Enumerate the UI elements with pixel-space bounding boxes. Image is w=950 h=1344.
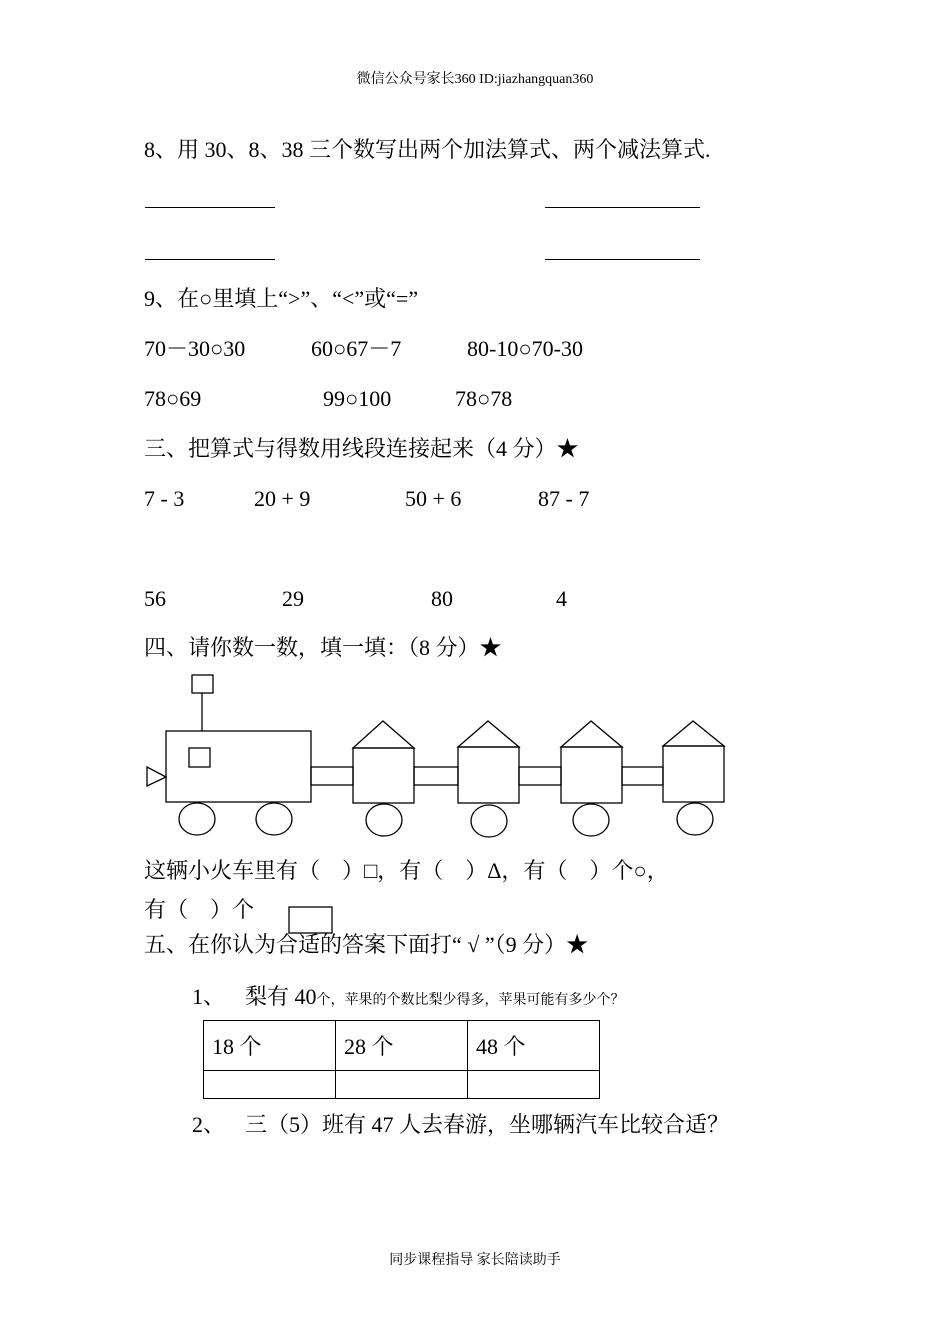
section-5-title: 五、在你认为合适的答案下面打“ √ ”（9 分）★ — [144, 932, 589, 957]
car-body — [353, 748, 414, 803]
coupler — [414, 767, 458, 785]
wheel-circle — [573, 804, 609, 836]
compare-item: 70－30○30 — [144, 336, 246, 361]
car-roof-triangle — [561, 721, 622, 747]
expression: 50 + 6 — [405, 486, 462, 511]
compare-item: 78○78 — [455, 386, 513, 411]
car-roof-triangle — [458, 721, 519, 747]
coupler — [519, 767, 561, 785]
check-cell[interactable] — [204, 1071, 336, 1099]
option-cell: 48 个 — [468, 1021, 600, 1071]
check-cell[interactable] — [468, 1071, 600, 1099]
result: 29 — [282, 586, 304, 611]
compare-item: 60○67－7 — [311, 336, 402, 361]
check-cell[interactable] — [336, 1071, 468, 1099]
engine-body — [166, 731, 311, 802]
question-5-1-rest: 个，苹果的个数比梨少得多，苹果可能有多少个？ — [316, 993, 625, 1008]
expression: 87 - 7 — [538, 486, 590, 511]
option-cell: 18 个 — [204, 1021, 336, 1071]
result: 4 — [556, 586, 567, 611]
car-body — [458, 747, 519, 803]
rectangle-symbol — [289, 907, 332, 933]
result: 80 — [431, 586, 453, 611]
car-body — [663, 746, 724, 802]
car-body — [561, 747, 622, 803]
wheel-circle — [677, 803, 713, 835]
question-number: 1、 — [192, 984, 226, 1009]
compare-item: 80-10○70-30 — [467, 336, 583, 361]
compare-item: 78○69 — [144, 386, 202, 411]
question-5-2: 三（5）班有 47 人去春游，坐哪辆汽车比较合适？ — [245, 1112, 730, 1137]
wheel-circle — [256, 803, 292, 835]
coupler — [622, 767, 663, 785]
page-header: 微信公众号家长360 ID:jiazhangquan360 — [356, 72, 594, 87]
section-3-title: 三、把算式与得数用线段连接起来（4 分）★ — [144, 436, 579, 461]
question-9: 9、在○里填上“>”、“<”或“=” — [144, 286, 419, 311]
wheel-circle — [471, 805, 507, 837]
wheel-circle — [366, 804, 402, 836]
question-5-1 — [245, 986, 625, 1009]
wheel-circle — [179, 803, 215, 835]
car-roof-triangle — [353, 721, 414, 748]
option-cell: 28 个 — [336, 1021, 468, 1071]
section-4-line-1: 这辆小火车里有（ ）□，有（ ）Δ，有（ ）个○， — [144, 858, 669, 883]
expression: 7 - 3 — [144, 486, 185, 511]
question-8: 8、用 30、8、38 三个数写出两个加法算式、两个减法算式. — [144, 137, 711, 162]
answer-table — [203, 1020, 600, 1099]
question-number: 2、 — [192, 1112, 226, 1137]
chimney-square — [192, 675, 213, 693]
question-5-1-main: 梨有 40 — [245, 984, 317, 1009]
section-4-line-2: 有（ ）个 — [144, 897, 255, 922]
coupler — [311, 767, 353, 785]
engine-window — [189, 748, 210, 767]
front-triangle — [147, 767, 166, 786]
expression: 20 + 9 — [254, 486, 311, 511]
car-roof-triangle — [663, 721, 724, 746]
page-footer: 同步课程指导 家长陪读助手 — [389, 1253, 561, 1268]
result: 56 — [144, 586, 166, 611]
compare-item: 99○100 — [323, 386, 392, 411]
section-4-title: 四、请你数一数，填一填：（8 分）★ — [144, 635, 502, 660]
